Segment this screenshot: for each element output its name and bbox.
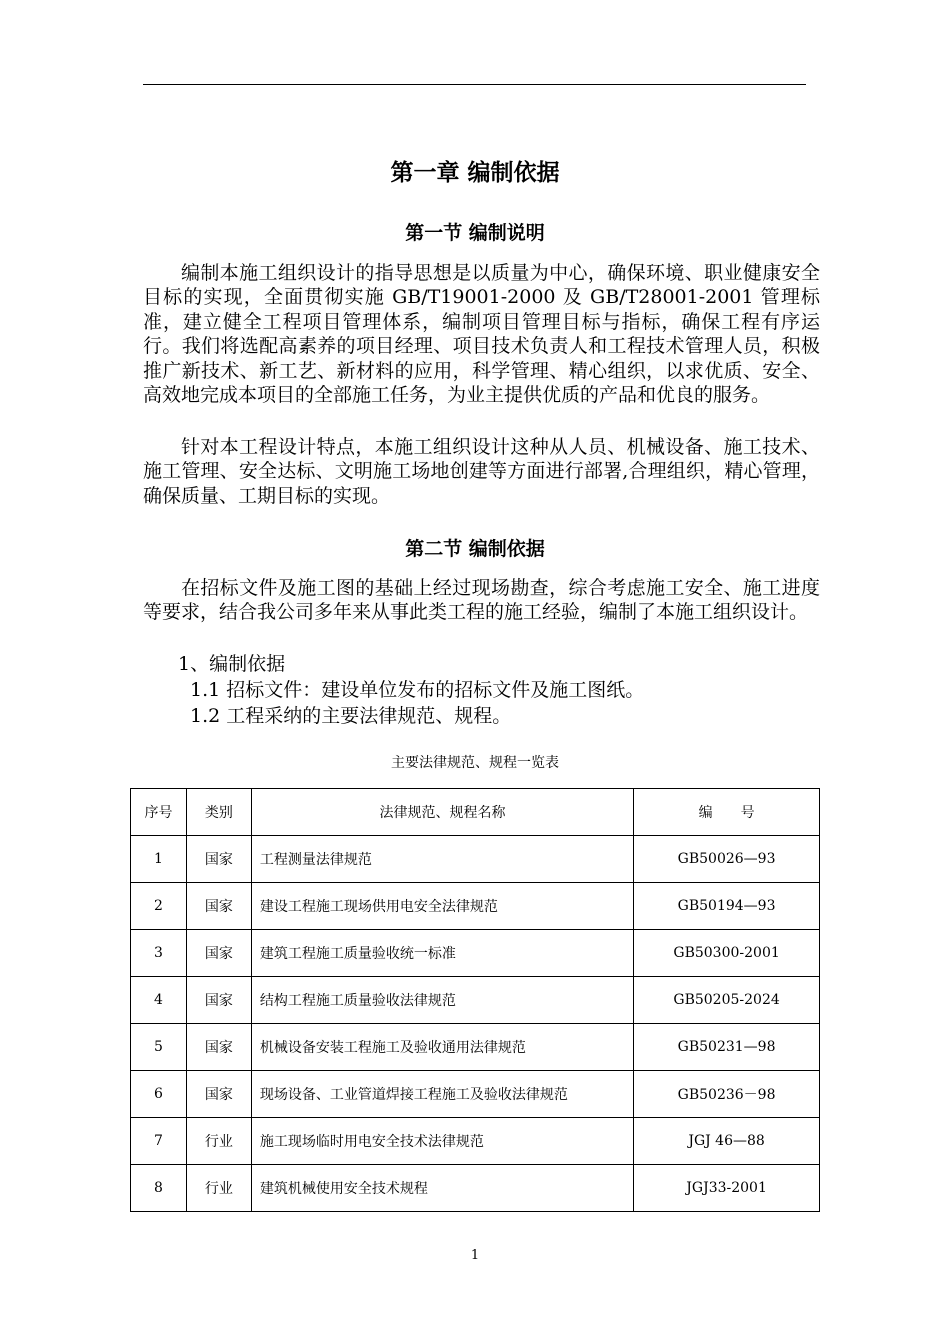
cell-serial: 3 bbox=[131, 930, 187, 977]
cell-serial: 7 bbox=[131, 1118, 187, 1165]
cell-code: GB50026—93 bbox=[634, 836, 820, 883]
cell-name: 建设工程施工现场供用电安全法律规范 bbox=[251, 883, 633, 930]
cell-serial: 1 bbox=[131, 836, 187, 883]
header-code: 编 号 bbox=[634, 789, 820, 836]
table-row bbox=[131, 977, 820, 1024]
cell-serial: 8 bbox=[131, 1165, 187, 1212]
cell-name: 结构工程施工质量验收法律规范 bbox=[251, 977, 633, 1024]
cell-serial: 5 bbox=[131, 1024, 187, 1071]
header-name: 法律规范、规程名称 bbox=[251, 789, 633, 836]
section-1-title: 第一节 编制说明 bbox=[405, 222, 545, 244]
cell-name: 工程测量法律规范 bbox=[251, 836, 633, 883]
table-row bbox=[131, 1024, 820, 1071]
table-row bbox=[131, 930, 820, 977]
cell-code: GB50194—93 bbox=[634, 883, 820, 930]
table-row bbox=[131, 1118, 820, 1165]
page-number: 1 bbox=[470, 1248, 480, 1263]
cell-code: GB50205-2024 bbox=[634, 977, 820, 1024]
list-item-1-1: 1.1 招标文件：建设单位发布的招标文件及施工图纸。 bbox=[190, 679, 645, 701]
header-serial: 序号 bbox=[131, 789, 187, 836]
chapter-title: 第一章 编制依据 bbox=[390, 160, 560, 186]
section-2-paragraph: 在招标文件及施工图的基础上经过现场勘查，综合考虑施工安全、施工进度等要求，结合我公司多年来从事此类工程的施工经验，编制了本施工组织设计。 bbox=[143, 577, 820, 624]
list-item-1-2: 1.2 工程采纳的主要法律规范、规程。 bbox=[190, 705, 512, 727]
cell-serial: 4 bbox=[131, 977, 187, 1024]
cell-serial: 2 bbox=[131, 883, 187, 930]
table-row bbox=[131, 1071, 820, 1118]
header-rule bbox=[143, 84, 806, 85]
table-header-row bbox=[131, 789, 820, 836]
cell-name: 施工现场临时用电安全技术法律规范 bbox=[251, 1118, 633, 1165]
cell-name: 建筑工程施工质量验收统一标准 bbox=[251, 930, 633, 977]
cell-category: 国家 bbox=[186, 977, 251, 1024]
cell-category: 行业 bbox=[186, 1165, 251, 1212]
section-2-title: 第二节 编制依据 bbox=[405, 538, 545, 560]
list-item-1: 1、编制依据 bbox=[178, 653, 286, 675]
cell-code: JGJ33-2001 bbox=[634, 1165, 820, 1212]
cell-name: 机械设备安装工程施工及验收通用法律规范 bbox=[251, 1024, 633, 1071]
cell-code: GB50236－98 bbox=[634, 1071, 820, 1118]
cell-category: 国家 bbox=[186, 1024, 251, 1071]
cell-category: 国家 bbox=[186, 836, 251, 883]
cell-name: 现场设备、工业管道焊接工程施工及验收法律规范 bbox=[251, 1071, 633, 1118]
table-row bbox=[131, 1165, 820, 1212]
section-1-paragraph-1: 编制本施工组织设计的指导思想是以质量为中心，确保环境、职业健康安全目标的实现，全面贯彻实施 GB/T19001-2000 及 GB/T28001-2001 管理标准，建立健全工程项目管理体系，编制项目管理目标与指标，确保工程有序运行。我们将选配高素养的项目经理、项目技术负责人和工程技术管理人员，积极推广新技术、新工艺、新材料的应用，科学管理、精心组织，以求优质、安全、高效地完成本项目的全部施工任务，为业主提供优质的产品和优良的服务。 bbox=[143, 262, 820, 407]
table-caption: 主要法律规范、规程一览表 bbox=[391, 755, 559, 771]
cell-serial: 6 bbox=[131, 1071, 187, 1118]
regulations-table bbox=[130, 788, 820, 1212]
cell-name: 建筑机械使用安全技术规程 bbox=[251, 1165, 633, 1212]
header-category: 类别 bbox=[186, 789, 251, 836]
table-row bbox=[131, 836, 820, 883]
cell-category: 国家 bbox=[186, 883, 251, 930]
cell-category: 国家 bbox=[186, 930, 251, 977]
section-1-paragraph-2: 针对本工程设计特点，本施工组织设计这种从人员、机械设备、施工技术、施工管理、安全达标、文明施工场地创建等方面进行部署,合理组织，精心管理，确保质量、工期目标的实现。 bbox=[143, 436, 820, 507]
cell-category: 国家 bbox=[186, 1071, 251, 1118]
table-row bbox=[131, 883, 820, 930]
cell-code: GB50231—98 bbox=[634, 1024, 820, 1071]
cell-code: GB50300-2001 bbox=[634, 930, 820, 977]
cell-code: JGJ 46—88 bbox=[634, 1118, 820, 1165]
cell-category: 行业 bbox=[186, 1118, 251, 1165]
